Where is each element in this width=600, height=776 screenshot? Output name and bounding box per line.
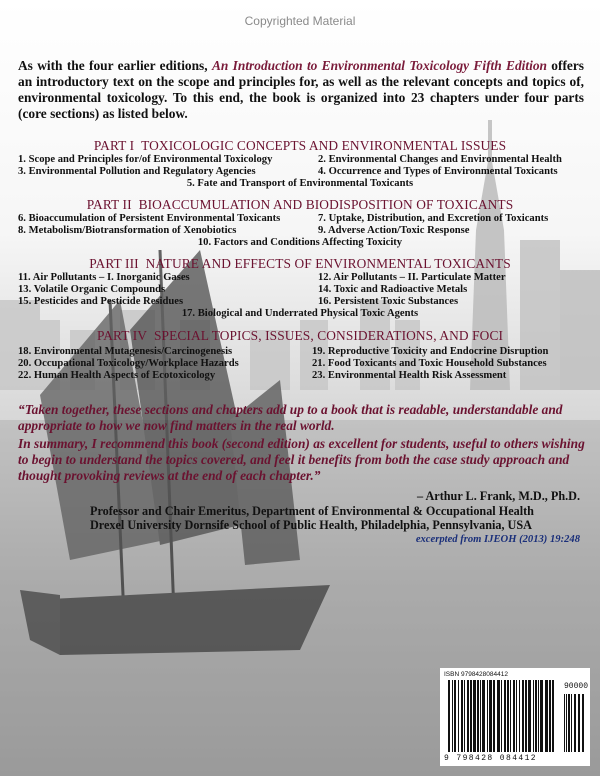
chapter-8: 8. Metabolism/Biotransformation of Xenobiotics (18, 225, 237, 236)
chapter-1: 1. Scope and Principles for/of Environmental Toxicology (18, 154, 273, 165)
chapter-11: 11. Air Pollutants – I. Inorganic Gases (18, 272, 190, 283)
chapter-7: 7. Uptake, Distribution, and Excretion of Toxicants (318, 213, 549, 224)
isbn-barcode (440, 668, 590, 766)
part-1-number: PART I (93, 138, 135, 153)
reviewer-name: – Arthur L. Frank, M.D., Ph.D. (417, 489, 580, 503)
part-4-heading: SPECIAL TOPICS, ISSUES, CONSIDERATIONS, AND FOCI (153, 328, 504, 343)
intro-text-start: As with the four earlier editions, (18, 58, 212, 73)
price-code: 90000 (564, 682, 589, 691)
part-2-number: PART II (86, 197, 132, 212)
chapter-22: 22. Human Health Aspects of Ecotoxicology (18, 370, 216, 381)
barcode-bars (440, 668, 590, 766)
part-3-title (0, 256, 600, 272)
chapter-5: 5. Fate and Transport of Environmental Toxicants (186, 178, 414, 189)
part-2-heading: BIOACCUMULATION AND BIODISPOSITION OF TOXICANTS (138, 197, 514, 212)
part-2-title (0, 197, 600, 213)
isbn-digits: 9 798428 084412 (444, 754, 538, 763)
chapter-15: 15. Pesticides and Pesticide Residues (18, 296, 184, 307)
chapter-13: 13. Volatile Organic Compounds (18, 284, 166, 295)
part-4-number: PART IV (96, 328, 148, 343)
excerpt-source: excerpted from IJEOH (2013) 19:248 (415, 534, 580, 545)
chapter-20: 20. Occupational Toxicology/Workplace Hazards (18, 358, 239, 369)
isbn-label: ISBN 9798428084412 (444, 671, 508, 678)
chapter-16: 16. Persistent Toxic Substances (318, 296, 459, 307)
intro-text-end: offers an introductory text on the scope and principles for, as well as the relevant concepts and topics of, environmental toxicology. To this end, the book is organized into 23 chapters under four parts (core sections) as listed below. (18, 58, 585, 121)
part-3-number: PART III (89, 256, 139, 271)
chapter-9: 9. Adverse Action/Toxic Response (318, 225, 470, 236)
chapter-23: 23. Environmental Health Risk Assessment (312, 370, 507, 381)
reviewer-affiliation: Drexel University Dornsife School of Public Health, Philadelphia, Pennsylvania, USA (90, 518, 532, 532)
part-4-title (0, 328, 600, 344)
part-1-title (0, 138, 600, 154)
chapter-14: 14. Toxic and Radioactive Metals (318, 284, 468, 295)
chapter-19: 19. Reproductive Toxicity and Endocrine Disruption (312, 346, 549, 357)
chapter-17: 17. Biological and Underrated Physical Toxic Agents (181, 308, 419, 319)
intro-book-title: An Introduction to Environmental Toxicology Fifth Edition (211, 58, 547, 73)
reviewer-title: Professor and Chair Emeritus, Department of Environmental & Occupational Health (90, 504, 534, 518)
chapter-12: 12. Air Pollutants – II. Particulate Matter (318, 272, 506, 283)
chapter-2: 2. Environmental Changes and Environmental Health (318, 154, 562, 165)
chapter-21: 21. Food Toxicants and Toxic Household Substances (312, 358, 547, 369)
review-quote-paragraph-1: “Taken together, these sections and chapters add up to a book that is readable, understandable and appropriate to how we now find matters in the real world. (18, 402, 563, 433)
review-quote-paragraph-2: In summary, I recommend this book (second edition) as excellent for students, useful to others wishing to begin to understand the topics covered, and feel it benefits from both the case study approach and thought provoking reviews at the end of each chapter.” (18, 436, 585, 483)
copyright-watermark: Copyrighted Material (244, 14, 356, 28)
part-3-heading: NATURE AND EFFECTS OF ENVIRONMENTAL TOXICANTS (145, 256, 511, 271)
part-1-heading: TOXICOLOGIC CONCEPTS AND ENVIRONMENTAL ISSUES (141, 138, 507, 153)
intro-paragraph (18, 58, 584, 122)
chapter-18: 18. Environmental Mutagenesis/Carcinogenesis (18, 346, 233, 357)
chapter-4: 4. Occurrence and Types of Environmental Toxicants (318, 166, 558, 177)
chapter-6: 6. Bioaccumulation of Persistent Environmental Toxicants (18, 213, 281, 224)
chapter-3: 3. Environmental Pollution and Regulatory Agencies (18, 166, 256, 177)
chapter-10: 10. Factors and Conditions Affecting Toxicity (197, 237, 403, 248)
